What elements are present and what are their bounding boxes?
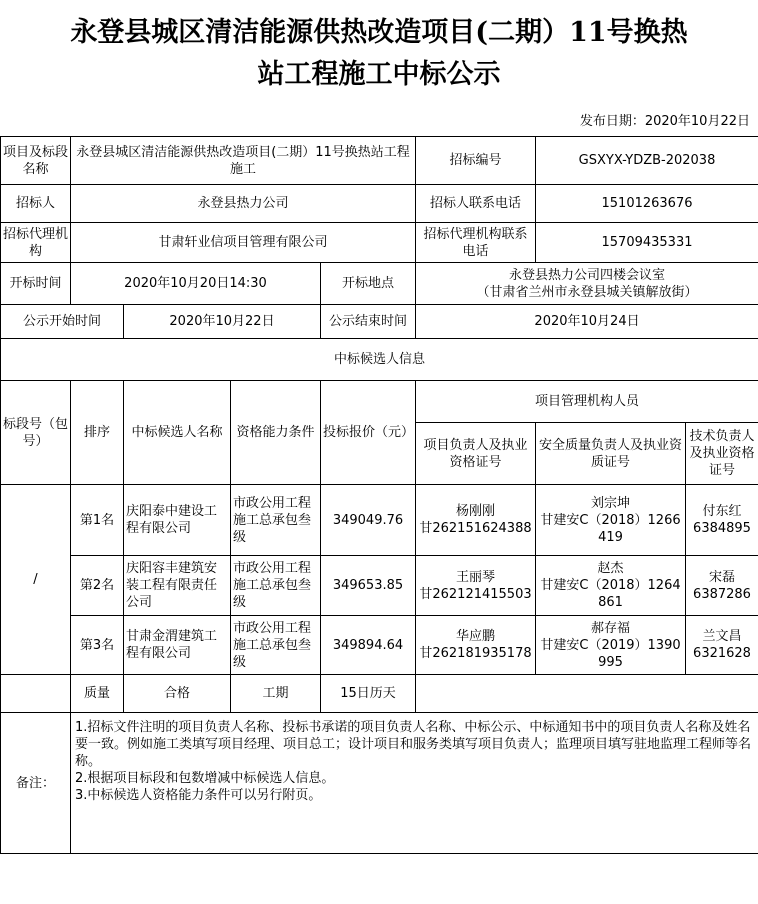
quality-value: 合格 [124,675,231,713]
quality-blank [416,675,758,713]
notice-end: 2020年10月24日 [416,305,758,339]
candidate-qualification: 市政公用工程施工总承包叁级 [231,485,321,556]
tech-cert: 6384895 [693,521,751,536]
tenderer-phone-label: 招标人联系电话 [416,185,536,223]
tech-cert: 6387286 [693,586,751,602]
notice-end-label: 公示结束时间 [321,305,416,339]
opening-place [416,263,758,305]
opening-place-label: 开标地点 [321,263,416,305]
lot-value: / [1,485,71,675]
section-header: 中标候选人信息 [1,339,758,381]
candidate-name: 甘肃金渭建筑工程有限公司 [124,616,231,675]
candidate-tech [686,556,758,616]
header-lot: 标段号（包号） [1,381,71,485]
agency-label: 招标代理机构 [1,223,71,263]
project-value: 永登县城区清洁能源供热改造项目(二期）11号换热站工程施工 [71,137,416,185]
period-label: 工期 [231,675,321,713]
candidate-price: 349049.76 [321,485,416,556]
period-value: 15日历天 [321,675,416,713]
opening-time-label: 开标时间 [1,263,71,305]
candidate-safety [536,556,686,616]
opening-time: 2020年10月20日14:30 [71,263,321,305]
tender-no-label: 招标编号 [416,137,536,185]
candidate-qualification: 市政公用工程施工总承包叁级 [231,616,321,675]
header-qualification: 资格能力条件 [231,381,321,485]
notice-start: 2020年10月22日 [124,305,321,339]
candidate-safety [536,616,686,675]
safety-name: 刘宗坤 [590,495,630,511]
header-org: 项目管理机构人员 [416,381,758,423]
remarks-label: 备注： [1,713,71,854]
publish-date: 发布日期：2020年10月22日 [579,114,750,129]
table-row [1,616,758,675]
tenderer-label: 招标人 [1,185,71,223]
agency-phone: 15709435331 [536,223,758,263]
title-line-1: 永登县城区清洁能源供热改造项目(二期）11号换热 [70,17,688,48]
safety-cert: 甘建安C（2018）1264861 [540,578,681,610]
pm-name: 华应鹏 [455,629,495,644]
project-label: 项目及标段名称 [1,137,71,185]
agency-phone-label: 招标代理机构联系电话 [416,223,536,263]
remark-item: 1.招标文件注明的项目负责人名称、投标书承诺的项目负责人名称、中标公示、中标通知书中的项目负责人名称及姓名要一致。例如施工类填写项目经理、项目总工；设计项目和服务类填写项目负责人；监理项目填写驻地监理工程师等名称。 [75,720,752,769]
remark-item: 3.中标候选人资格能力条件可以另行附页。 [75,788,322,803]
tenderer-phone: 15101263676 [536,185,758,223]
safety-name: 郝存福 [590,620,630,636]
safety-cert: 甘建安C（2019）1390995 [540,637,681,670]
pm-cert: 甘262121415503 [419,586,532,602]
candidate-qualification: 市政公用工程施工总承包叁级 [231,556,321,616]
header-price: 投标报价（元） [321,381,416,485]
header-rank: 排序 [71,381,124,485]
notice-start-label: 公示开始时间 [1,305,124,339]
header-tech: 技术负责人及执业资格证号 [686,423,758,485]
candidate-rank: 第3名 [71,616,124,675]
candidate-pm [416,556,536,616]
tender-no-value: GSXYX-YDZB-202038 [536,137,758,185]
main-table [0,136,758,854]
header-pm: 项目负责人及执业资格证号 [416,423,536,485]
tech-name: 付东红 [702,504,742,519]
remarks-content [71,713,758,854]
tech-cert: 6321628 [693,646,751,661]
tech-name: 宋磊 [709,569,736,585]
opening-place-line-2: （甘肃省兰州市永登县城关镇解放街） [476,284,698,300]
candidate-name: 庆阳容丰建筑安装工程有限责任公司 [124,556,231,616]
header-candidate: 中标候选人名称 [124,381,231,485]
candidate-tech [686,485,758,556]
candidate-tech [686,616,758,675]
pm-cert: 甘262181935178 [419,646,532,661]
safety-cert: 甘建安C（2018）1266419 [540,512,681,545]
opening-place-line-1: 永登县热力公司四楼会议室 [509,267,666,283]
agency-value: 甘肃轩业信项目管理有限公司 [71,223,416,263]
table-row [1,556,758,616]
candidate-price: 349653.85 [321,556,416,616]
header-safety: 安全质量负责人及执业资质证号 [536,423,686,485]
tech-name: 兰文昌 [702,629,742,644]
candidate-rank: 第2名 [71,556,124,616]
pm-name: 王丽琴 [455,569,495,585]
candidate-price: 349894.64 [321,616,416,675]
remark-item: 2.根据项目标段和包数增减中标候选人信息。 [75,771,335,786]
pm-name: 杨刚刚 [455,504,495,519]
pm-cert: 甘262151624388 [419,521,532,536]
title-line-2: 站工程施工中标公示 [257,59,501,90]
table-row [1,485,758,556]
quality-label: 质量 [71,675,124,713]
quality-spacer [1,675,71,713]
safety-name: 赵杰 [597,561,624,576]
candidate-rank: 第1名 [71,485,124,556]
candidate-safety [536,485,686,556]
tenderer-value: 永登县热力公司 [71,185,416,223]
candidate-pm [416,485,536,556]
candidate-name: 庆阳泰中建设工程有限公司 [124,485,231,556]
page-title [0,0,758,108]
candidate-pm [416,616,536,675]
